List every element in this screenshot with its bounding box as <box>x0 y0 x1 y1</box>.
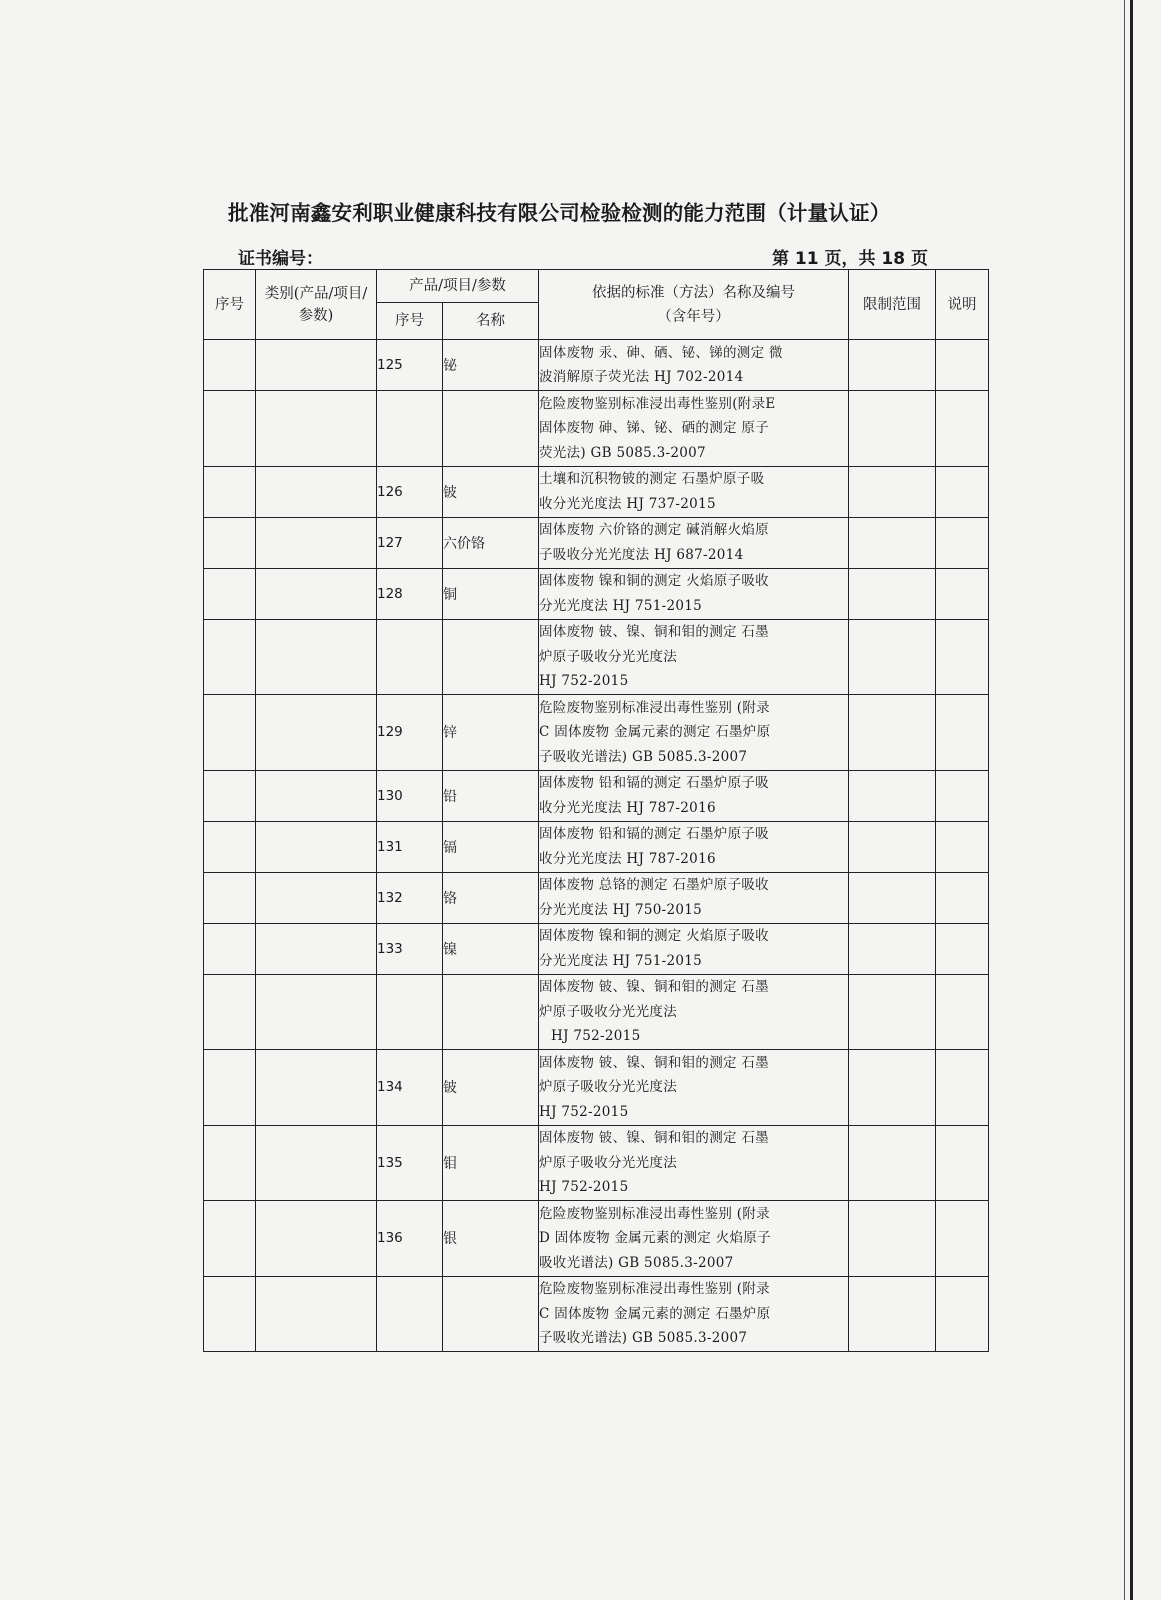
standard-text-line: HJ 752-2015 <box>551 1028 641 1044</box>
page-indicator: 第 11 页，共 18 页 <box>772 249 928 269</box>
cell-item-name: 六价铬 <box>443 517 539 568</box>
standard-text-line: 土壤和沉积物铍的测定 石墨炉原子吸 <box>539 471 765 487</box>
cell-standard <box>539 695 849 771</box>
standard-text-line: 固体废物 铅和镉的测定 石墨炉原子吸 <box>539 775 769 791</box>
cell-note <box>936 923 989 974</box>
table-row <box>204 1050 989 1126</box>
cell-item-number: 135 <box>377 1125 443 1201</box>
standard-text-line: 固体废物 砷、锑、铋、硒的测定 原子 <box>539 420 769 436</box>
header-sub-name: 名称 <box>443 303 539 340</box>
cell-category <box>256 974 377 1050</box>
cell-standard <box>539 821 849 872</box>
cell-item-number: 133 <box>377 923 443 974</box>
header-note: 说明 <box>936 270 989 340</box>
standard-text-line: 炉原子吸收分光光度法 <box>539 1079 677 1095</box>
table-row <box>204 821 989 872</box>
cell-item-name: 钼 <box>443 1125 539 1201</box>
cell-limit <box>849 340 936 391</box>
cell-category <box>256 517 377 568</box>
cell-item-number <box>377 974 443 1050</box>
cell-item-name: 银 <box>443 1201 539 1277</box>
cell-seq <box>204 923 256 974</box>
table-row <box>204 517 989 568</box>
cell-standard <box>539 1201 849 1277</box>
cell-seq <box>204 1276 256 1352</box>
standard-text-line: 固体废物 铍、镍、铜和钼的测定 石墨 <box>539 624 769 640</box>
cell-item-name: 铋 <box>443 340 539 391</box>
cell-category <box>256 872 377 923</box>
cell-seq <box>204 466 256 517</box>
cell-item-name: 镉 <box>443 821 539 872</box>
cell-item-name: 铜 <box>443 568 539 619</box>
cell-seq <box>204 1125 256 1201</box>
capability-table <box>203 269 989 1352</box>
table-header <box>204 270 989 340</box>
standard-text-line: 炉原子吸收分光光度法 <box>539 648 677 665</box>
standard-text-line: 炉原子吸收分光光度法 <box>539 1154 677 1171</box>
standard-text-line: 子吸收分光光度法 HJ 687-2014 <box>539 546 744 563</box>
standard-text-line: 危险废物鉴别标准浸出毒性鉴别 (附录 <box>539 699 770 716</box>
certificate-row <box>238 244 928 268</box>
cell-item-name: 铍 <box>443 466 539 517</box>
cell-item-name <box>443 974 539 1050</box>
table-body <box>204 340 989 1352</box>
cell-category <box>256 1201 377 1277</box>
cell-standard <box>539 923 849 974</box>
cell-limit <box>849 1050 936 1126</box>
standard-text-line: 固体废物 汞、砷、硒、铋、锑的测定 微 <box>539 344 783 361</box>
cell-limit <box>849 1125 936 1201</box>
cell-standard <box>539 872 849 923</box>
cell-seq <box>204 1050 256 1126</box>
cell-category <box>256 923 377 974</box>
standard-text-line: 固体废物 铅和镉的测定 石墨炉原子吸 <box>539 826 769 842</box>
cell-seq <box>204 1201 256 1277</box>
certificate-number-label: 证书编号： <box>238 249 323 269</box>
standard-text-line: 子吸收光谱法) GB 5085.3-2007 <box>539 748 748 765</box>
standard-text-line: 固体废物 总铬的测定 石墨炉原子吸收 <box>539 877 769 893</box>
cell-standard <box>539 1276 849 1352</box>
header-limit: 限制范围 <box>849 270 936 340</box>
standard-text-line: 分光光度法 HJ 751-2015 <box>539 597 703 614</box>
header-category-label: 类别(产品/项目/参数) <box>264 285 368 324</box>
table-row <box>204 974 989 1050</box>
cell-limit <box>849 1276 936 1352</box>
table-row <box>204 1276 989 1352</box>
standard-text-line: C 固体废物 金属元素的测定 石墨炉原 <box>539 1305 771 1322</box>
standard-text-line: D 固体废物 金属元素的测定 火焰原子 <box>539 1230 771 1246</box>
standard-text-line: 固体废物 铍、镍、铜和钼的测定 石墨 <box>539 1130 769 1146</box>
cell-item-name <box>443 391 539 467</box>
cell-note <box>936 974 989 1050</box>
cell-limit <box>849 568 936 619</box>
cell-note <box>936 568 989 619</box>
cell-item-number: 136 <box>377 1201 443 1277</box>
standard-text-line: 子吸收光谱法) GB 5085.3-2007 <box>539 1330 748 1346</box>
header-product-group: 产品/项目/参数 <box>377 270 539 303</box>
cell-category <box>256 695 377 771</box>
cell-standard <box>539 1125 849 1201</box>
cell-seq <box>204 619 256 695</box>
standard-text-line: 固体废物 镍和铜的测定 火焰原子吸收 <box>539 573 769 589</box>
cell-limit <box>849 821 936 872</box>
header-seq: 序号 <box>204 270 256 340</box>
cell-note <box>936 770 989 821</box>
cell-item-number: 129 <box>377 695 443 771</box>
standard-text-line: 分光光度法 HJ 751-2015 <box>539 952 703 969</box>
cell-item-number: 132 <box>377 872 443 923</box>
cell-limit <box>849 923 936 974</box>
cell-item-number <box>377 1276 443 1352</box>
header-standard <box>539 270 849 340</box>
cell-note <box>936 872 989 923</box>
cell-category <box>256 1125 377 1201</box>
cell-note <box>936 1201 989 1277</box>
standard-text-line: 收分光光度法 HJ 787-2016 <box>539 799 716 816</box>
cell-seq <box>204 391 256 467</box>
cell-note <box>936 391 989 467</box>
header-standard-label: 依据的标准（方法）名称及编号（含年号） <box>592 284 795 325</box>
cell-limit <box>849 619 936 695</box>
standard-text-line: 荧光法) GB 5085.3-2007 <box>539 444 706 461</box>
cell-item-number: 126 <box>377 466 443 517</box>
cell-item-number: 130 <box>377 770 443 821</box>
cell-seq <box>204 568 256 619</box>
scanned-page-edge <box>1130 0 1133 1600</box>
cell-seq <box>204 770 256 821</box>
cell-standard <box>539 1050 849 1126</box>
cell-seq <box>204 517 256 568</box>
cell-limit <box>849 1201 936 1277</box>
cell-item-name <box>443 619 539 695</box>
header-sub-seq: 序号 <box>377 303 443 340</box>
standard-text-line: 炉原子吸收分光光度法 <box>539 1003 677 1020</box>
cell-item-name <box>443 1276 539 1352</box>
table-row <box>204 695 989 771</box>
cell-seq <box>204 872 256 923</box>
standard-text-line: 收分光光度法 HJ 737-2015 <box>539 495 716 512</box>
cell-category <box>256 391 377 467</box>
cell-category <box>256 340 377 391</box>
cell-item-number: 131 <box>377 821 443 872</box>
cell-limit <box>849 695 936 771</box>
cell-item-number: 127 <box>377 517 443 568</box>
standard-text-line: 收分光光度法 HJ 787-2016 <box>539 850 716 867</box>
cell-item-number <box>377 619 443 695</box>
cell-item-name: 铅 <box>443 770 539 821</box>
cell-note <box>936 821 989 872</box>
cell-note <box>936 340 989 391</box>
standard-text-line: 波消解原子荧光法 HJ 702-2014 <box>539 369 744 385</box>
cell-note <box>936 1050 989 1126</box>
cell-category <box>256 619 377 695</box>
cell-limit <box>849 770 936 821</box>
standard-text-line: 危险废物鉴别标准浸出毒性鉴别(附录E <box>539 395 776 412</box>
cell-category <box>256 568 377 619</box>
header-category <box>256 270 377 340</box>
standard-text-line: 危险废物鉴别标准浸出毒性鉴别 (附录 <box>539 1281 770 1297</box>
cell-item-name: 锌 <box>443 695 539 771</box>
cell-item-number <box>377 391 443 467</box>
table-row <box>204 923 989 974</box>
cell-limit <box>849 391 936 467</box>
standard-text-line: 危险废物鉴别标准浸出毒性鉴别 (附录 <box>539 1205 770 1222</box>
table-row <box>204 770 989 821</box>
cell-item-name: 镍 <box>443 923 539 974</box>
cell-note <box>936 619 989 695</box>
standard-text-line: 吸收光谱法) GB 5085.3-2007 <box>539 1254 734 1271</box>
cell-standard <box>539 770 849 821</box>
table-row <box>204 391 989 467</box>
table-row <box>204 1201 989 1277</box>
cell-seq <box>204 821 256 872</box>
table-row <box>204 340 989 391</box>
standard-text-line: 分光光度法 HJ 750-2015 <box>539 901 703 918</box>
scanned-page-edge-line <box>1124 0 1125 1600</box>
cell-item-name: 铬 <box>443 872 539 923</box>
cell-limit <box>849 517 936 568</box>
cell-note <box>936 1276 989 1352</box>
table-row <box>204 568 989 619</box>
cell-category <box>256 821 377 872</box>
standard-text-line: 固体废物 铍、镍、铜和钼的测定 石墨 <box>539 979 769 995</box>
cell-standard <box>539 391 849 467</box>
cell-limit <box>849 974 936 1050</box>
document-title: 批准河南鑫安利职业健康科技有限公司检验检测的能力范围（计量认证） <box>228 201 891 225</box>
cell-category <box>256 466 377 517</box>
cell-limit <box>849 872 936 923</box>
cell-note <box>936 517 989 568</box>
cell-item-number: 134 <box>377 1050 443 1126</box>
cell-note <box>936 1125 989 1201</box>
table-row <box>204 619 989 695</box>
cell-item-number: 128 <box>377 568 443 619</box>
cell-standard <box>539 340 849 391</box>
cell-seq <box>204 974 256 1050</box>
cell-seq <box>204 340 256 391</box>
standard-text-line: 固体废物 铍、镍、铜和钼的测定 石墨 <box>539 1054 769 1071</box>
cell-limit <box>849 466 936 517</box>
cell-item-number: 125 <box>377 340 443 391</box>
cell-note <box>936 695 989 771</box>
cell-standard <box>539 619 849 695</box>
cell-note <box>936 466 989 517</box>
standard-text-line: HJ 752-2015 <box>539 673 629 689</box>
cell-category <box>256 770 377 821</box>
standard-text-line: 固体废物 镍和铜的测定 火焰原子吸收 <box>539 928 769 944</box>
cell-category <box>256 1276 377 1352</box>
standard-text-line: HJ 752-2015 <box>539 1103 629 1120</box>
standard-text-line: C 固体废物 金属元素的测定 石墨炉原 <box>539 724 771 740</box>
cell-standard <box>539 517 849 568</box>
cell-standard <box>539 974 849 1050</box>
standard-text-line: 固体废物 六价铬的测定 碱消解火焰原 <box>539 522 769 538</box>
cell-seq <box>204 695 256 771</box>
cell-standard <box>539 466 849 517</box>
cell-standard <box>539 568 849 619</box>
standard-text-line: HJ 752-2015 <box>539 1179 629 1195</box>
cell-category <box>256 1050 377 1126</box>
cell-item-name: 铍 <box>443 1050 539 1126</box>
table-row <box>204 1125 989 1201</box>
table-row <box>204 872 989 923</box>
table-row <box>204 466 989 517</box>
